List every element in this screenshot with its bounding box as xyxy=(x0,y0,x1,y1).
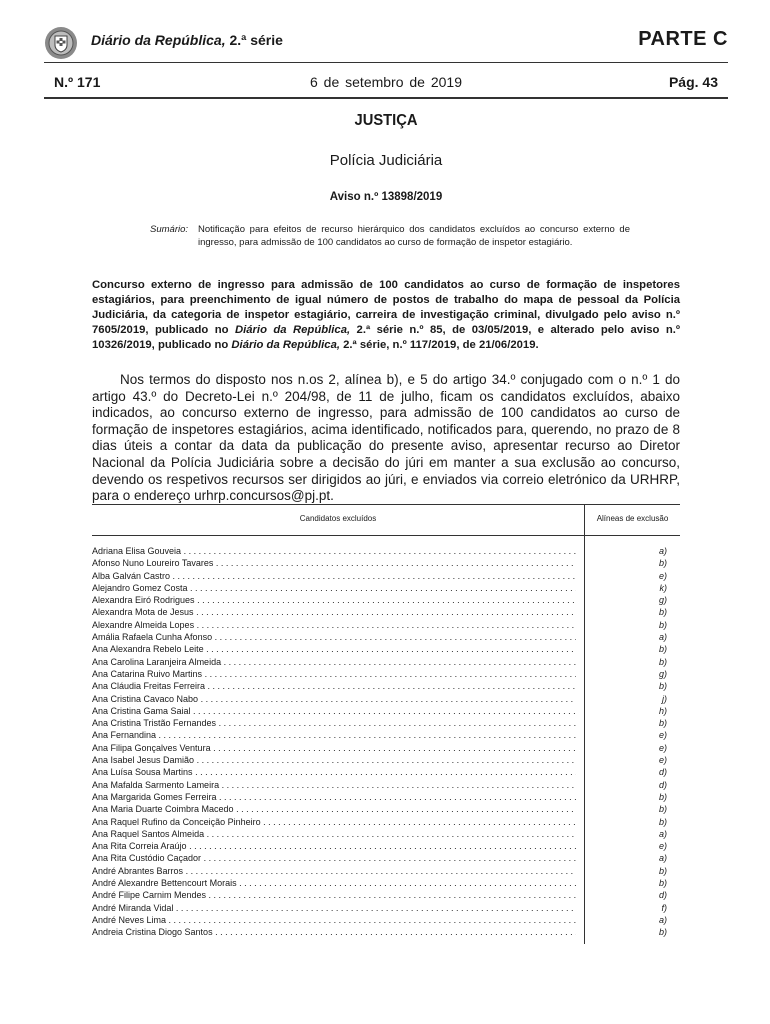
exclusion-code: b) xyxy=(658,791,667,802)
notice-body xyxy=(92,372,680,505)
exclusion-code: b) xyxy=(658,718,667,729)
exclusion-code: a) xyxy=(658,632,667,643)
header-rule-bottom xyxy=(44,97,728,99)
candidate-name: Ana Raquel Rufino da Conceição Pinheiro . . . xyxy=(92,816,576,828)
table-row xyxy=(92,926,680,938)
table-rule-top xyxy=(92,504,680,505)
table-row xyxy=(92,779,680,791)
exclusion-code: a) xyxy=(658,546,667,556)
candidate-name: Adriana Elisa Gouveia . . . xyxy=(92,545,576,557)
exclusion-code: e) xyxy=(658,742,667,753)
candidate-name: Alexandra Eiró Rodrigues . . . xyxy=(92,594,576,606)
candidate-name: Ana Cristina Cavaco Nabo . . . xyxy=(92,693,576,705)
table-row xyxy=(92,754,680,766)
table-row xyxy=(92,803,680,815)
masthead xyxy=(44,26,728,60)
issue-number: N.º 171 xyxy=(54,74,101,90)
table-row xyxy=(92,705,680,717)
table-row xyxy=(92,582,680,594)
page-number: Pág. 43 xyxy=(668,74,718,90)
exclusion-code: j) xyxy=(662,693,667,704)
exclusion-code: d) xyxy=(658,767,667,778)
exclusion-code: g) xyxy=(658,668,667,679)
exclusion-code: e) xyxy=(658,570,667,581)
table-row xyxy=(92,643,680,655)
table-row xyxy=(92,742,680,754)
organization-name: Polícia Judiciária xyxy=(329,152,443,169)
exclusion-code: b) xyxy=(658,816,667,827)
exclusion-code: f) xyxy=(661,902,667,913)
candidate-name: Ana Fernandina . . . xyxy=(92,729,576,741)
table-row xyxy=(92,631,680,643)
table-row xyxy=(92,594,680,606)
table-row xyxy=(92,766,680,778)
exclusion-code: a) xyxy=(658,853,667,864)
table-row xyxy=(92,889,680,901)
exclusion-code: b) xyxy=(658,656,667,667)
section-title: JUSTIÇA xyxy=(354,112,418,129)
journal-name: Diário da República, xyxy=(91,32,226,48)
exclusion-code: b) xyxy=(658,681,667,692)
candidate-name: Alexandra Mota de Jesus . . . xyxy=(92,606,576,618)
summary-block xyxy=(150,223,630,249)
candidate-name: Ana Catarina Ruivo Martins . . . xyxy=(92,668,576,680)
exclusion-code: g) xyxy=(658,595,667,606)
notice-title: Aviso n.º 13898/2019 xyxy=(329,191,443,203)
candidate-name: Ana Cláudia Freitas Ferreira . . . xyxy=(92,680,576,692)
table-row xyxy=(92,656,680,668)
exclusion-code: b) xyxy=(658,804,667,815)
heading-part-3: 2.ª série, n.º 117/2019, de 21/06/2019. xyxy=(343,339,539,351)
table-row xyxy=(92,791,680,803)
table-row xyxy=(92,606,680,618)
journal-title xyxy=(91,32,283,48)
table-row xyxy=(92,877,680,889)
candidate-name: Andreia Cristina Diogo Santos . . . xyxy=(92,926,576,938)
exclusion-code: b) xyxy=(658,644,667,655)
table-row xyxy=(92,902,680,914)
exclusion-code: b) xyxy=(658,878,667,889)
heading-part-2: 2.ª série n.º 85, de 03/05/2019, e alterado pelo aviso n.º 10326/2019, publicado no xyxy=(92,324,680,351)
exclusion-code: b) xyxy=(658,619,667,630)
heading-journal-ref-1: Diário da República, xyxy=(234,324,351,336)
table-row xyxy=(92,668,680,680)
exclusion-code: d) xyxy=(658,890,667,901)
table-row xyxy=(92,693,680,705)
body-paragraph: Nos termos do disposto nos n.os 2, alínea b), e 5 do artigo 34.º conjugado com o n.º 1 do artigo 43.º do Decreto-Lei n.º 204/98, de 11 de julho, ficam os candidatos excluídos, abaixo indicados, ao concurso externo de ingresso, para admissão de 100 candidatos ao curso de formação de inspetores estagiários, acima identificado, notificados para, querendo, no prazo de 8 dias úteis a contar da data da publicação do presente aviso, apresentar recurso ao Diretor Nacional da Polícia Judiciária sobre a decisão do júri em manter a sua exclusão ao concurso, devendo os respetivos recursos ser dirigidos ao júri, e enviados via correio eletrónico da URHRP, para o endereço urhrp.concursos@pj.pt. xyxy=(92,372,680,504)
candidate-name: Ana Margarida Gomes Ferreira . . . xyxy=(92,791,576,803)
summary-label: Sumário: xyxy=(150,224,189,235)
table-rule-header xyxy=(92,535,680,536)
candidate-name: Ana Mafalda Sarmento Lameira . . . xyxy=(92,779,576,791)
candidate-name: André Filipe Carnim Mendes . . . xyxy=(92,889,576,901)
candidate-name: Ana Filipa Gonçalves Ventura . . . xyxy=(92,742,576,754)
exclusion-code: k) xyxy=(659,582,667,593)
table-row xyxy=(92,852,680,864)
exclusion-code: e) xyxy=(658,755,667,766)
table-row xyxy=(92,828,680,840)
exclusion-code: e) xyxy=(658,841,667,852)
exclusion-code: b) xyxy=(658,865,667,876)
heading-part-1: Concurso externo de ingresso para admissão de 100 candidatos ao curso de formação de inspetores estagiários, para preenchimento de igual número de postos de trabalho do mapa de pessoal da Polícia Judiciária, da categoria de inspetor estagiário, carreira de investigação criminal, divulgado pelo aviso n.º 7605/2019, publicado no xyxy=(92,279,680,336)
coat-of-arms-icon xyxy=(44,26,78,60)
part-label: PARTE C xyxy=(638,28,728,50)
candidate-name: Ana Rita Correia Araújo . . . xyxy=(92,840,576,852)
candidate-name: Ana Maria Duarte Coimbra Macedo . . . xyxy=(92,803,576,815)
exclusion-code: a) xyxy=(658,914,667,925)
candidate-name: Ana Rita Custódio Caçador . . . xyxy=(92,852,576,864)
candidate-name: André Neves Lima . . . xyxy=(92,914,576,926)
exclusion-code: b) xyxy=(658,558,667,569)
column-header-reasons: Alíneas de exclusão xyxy=(596,514,669,523)
table-row xyxy=(92,680,680,692)
competition-heading xyxy=(92,278,680,353)
candidate-name: Ana Raquel Santos Almeida . . . xyxy=(92,828,576,840)
candidate-name: André Alexandre Bettencourt Morais . . . xyxy=(92,877,576,889)
exclusion-code: b) xyxy=(658,927,667,938)
column-header-candidates: Candidatos excluídos xyxy=(299,514,377,523)
table-row xyxy=(92,729,680,741)
candidate-name: Ana Cristina Tristão Fernandes . . . xyxy=(92,717,576,729)
table-row xyxy=(92,619,680,631)
candidate-name: Ana Carolina Laranjeira Almeida . . . xyxy=(92,656,576,668)
exclusion-code: a) xyxy=(658,828,667,839)
candidate-name: Alejandro Gomez Costa . . . xyxy=(92,582,576,594)
candidate-name: Amália Rafaela Cunha Afonso . . . xyxy=(92,631,576,643)
table-row xyxy=(92,570,680,582)
table-row xyxy=(92,557,680,569)
table-row xyxy=(92,865,680,877)
exclusion-code: e) xyxy=(658,730,667,741)
exclusion-code: d) xyxy=(658,779,667,790)
table-body xyxy=(92,545,680,939)
candidate-name: Ana Isabel Jesus Damião . . . xyxy=(92,754,576,766)
journal-series: 2.ª série xyxy=(229,32,283,48)
header-rule-top xyxy=(44,62,728,63)
candidate-name: André Miranda Vidal . . . xyxy=(92,902,576,914)
table-row xyxy=(92,914,680,926)
candidate-name: Ana Alexandra Rebelo Leite . . . xyxy=(92,643,576,655)
table-row xyxy=(92,717,680,729)
table-row xyxy=(92,816,680,828)
candidate-name: Ana Luísa Sousa Martins . . . xyxy=(92,766,576,778)
candidate-name: Alexandre Almeida Lopes . . . xyxy=(92,619,576,631)
heading-journal-ref-2: Diário da República, xyxy=(231,339,340,351)
summary-text: Notificação para efeitos de recurso hierárquico dos candidatos excluídos ao concurso externo de ingresso, para admissão de 100 candidatos ao curso de formação de inspetor estagiário. xyxy=(198,224,630,248)
candidate-name: Ana Cristina Gama Saial . . . xyxy=(92,705,576,717)
candidate-name: André Abrantes Barros . . . xyxy=(92,865,576,877)
candidate-name: Afonso Nuno Loureiro Tavares . . . xyxy=(92,557,576,569)
table-row xyxy=(92,840,680,852)
issue-info-bar xyxy=(44,74,728,92)
table-row xyxy=(92,545,680,557)
exclusion-code: b) xyxy=(658,607,667,618)
issue-date: 6 de setembro de 2019 xyxy=(310,74,462,90)
candidate-name: Alba Galván Castro . . . xyxy=(92,570,576,582)
exclusion-code: h) xyxy=(658,705,667,716)
